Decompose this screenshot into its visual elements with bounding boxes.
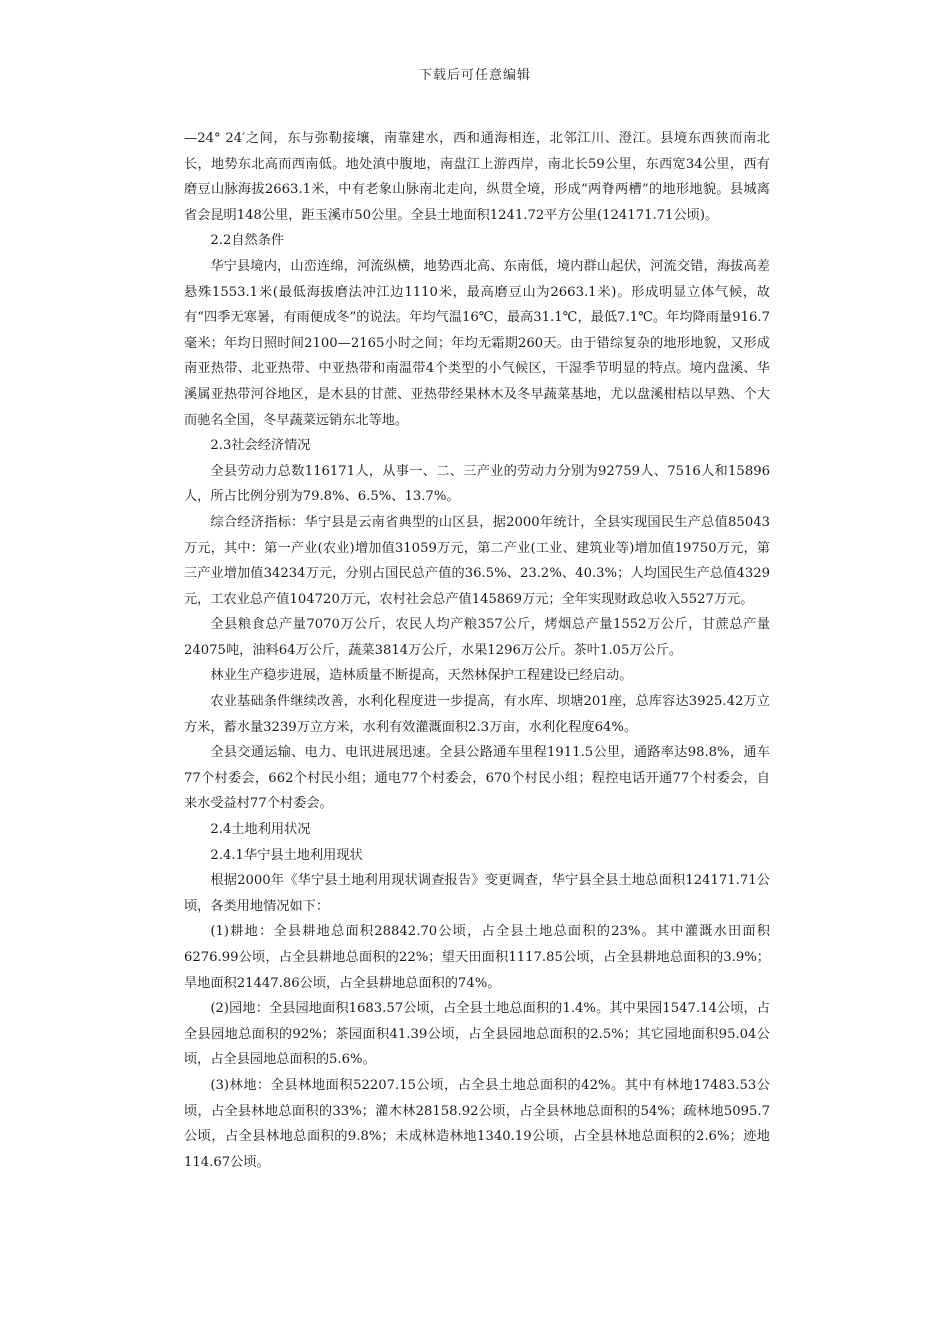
labor-paragraph: 全县劳动力总数116171人，从事一、二、三产业的劳动力分别为92759人、7516人和15896人，所占比例分别为79.8%、6.5%、13.7%。: [184, 463, 770, 505]
land-survey-paragraph: 根据2000年《华宁县土地利用现状调查报告》变更调查，华宁县全县土地总面积124171.71公顷，各类用地情况如下：: [184, 873, 770, 914]
economic-indicators-paragraph: 综合经济指标：华宁县是云南省典型的山区县，据2000年统计，全县实现国民生产总值85043万元，其中：第一产业(农业)增加值31059万元，第二产业(工业、建筑业等)增加值19750万元，第三产业增加值34234万元，分别占国民总产值的36.5%、23.2%、40.3%；人均国民生产总值4329元，工农业总产值104720万元，农村社会总产值145869万元；全年实现财政总收入5527万元。: [184, 514, 770, 607]
garden-land-paragraph: (2)园地：全县园地面积1683.57公顷，占全县土地总面积的1.4%。其中果园1547.14公顷，占全县园地总面积的92%；茶园面积41.39公顷，占全县园地总面积的2.5%；其它园地面积95.04公顷，占全县园地总面积的5.6%。: [184, 1001, 770, 1068]
section-heading-2-4: 2.4土地利用状况: [210, 822, 311, 838]
section-heading-2-2: 2.2自然条件: [210, 233, 285, 249]
forest-land-paragraph: (3)林地：全县林地面积52207.15公顷，占全县土地总面积的42%。其中有林地17483.53公顷，占全县林地总面积的33%；灌木林28158.92公顷，占全县林地总面积的54%；疏林地5095.7公顷，占全县林地总面积的9.8%；未成林造林地1340.19公顷，占全县林地总面积的2.6%；迹地114.67公顷。: [184, 1077, 770, 1170]
page-header: 下载后可任意编辑: [418, 68, 531, 83]
section-heading-2-3: 2.3社会经济情况: [210, 438, 311, 454]
agriculture-output-paragraph: 全县粮食总产量7070万公斤，农民人均产粮357公斤，烤烟总产量1552万公斤，甘蔗总产量24075吨，油料64万公斤，蔬菜3814万公斤，水果1296万公斤。茶叶1.05万公斤。: [184, 617, 770, 658]
cultivated-land-paragraph: (1)耕地：全县耕地总面积28842.70公顷，占全县土地总面积的23%。其中灌溉水田面积6276.99公顷，占全县耕地总面积的22%；望天田面积1117.85公顷，占全县耕地总面积的3.9%；旱地面积21447.86公顷，占全县耕地总面积的74%。: [184, 924, 770, 991]
forestry-paragraph: 林业生产稳步进展，造林质量不断提高，天然林保护工程建设已经启动。: [210, 668, 633, 684]
natural-conditions-paragraph: 华宁县境内，山峦连绵，河流纵横，地势西北高、东南低，境内群山起伏，河流交错，海拔高差悬殊1553.1米(最低海拔磨法冲江边1110米，最高磨豆山为2663.1米)。形成明显立体气候，故有“四季无寒暑，有雨便成冬”的说法。年均气温16℃，最高31.1℃，最低7.1℃。年均降雨量916.7毫米；年均日照时间2100—2165小时之间；年均无霜期260天。由于错综复杂的地形地貌，又形成南亚热带、北亚热带、中亚热带和南温带4个类型的小气候区，干湿季节明显的特点。境内盘溪、华溪属亚热带河谷地区，是木县的甘蔗、亚热带经果林木及冬早蔬菜基地，尤以盘溪柑桔以早熟、个大而驰名全国，冬早蔬菜远销东北等地。: [184, 258, 770, 428]
intro-paragraph: —24° 24′之间，东与弥勒接壤，南靠建水，西和通海相连，北邻江川、澄江。县境东西狭而南北长，地势东北高而西南低。地处滇中腹地，南盘江上游西岸，南北长59公里，东西宽34公里，西有磨豆山脉海拔2663.1米，中有老象山脉南北走向，纵贯全境，形成“两脊两槽”的地形地貌。县城离省会昆明148公里，距玉溪市50公里。全县土地面积1241.72平方公里(124171.71公顷)。: [184, 131, 770, 223]
irrigation-paragraph: 农业基础条件继续改善，水利化程度进一步提高，有水库、坝塘201座，总库容达3925.42万立方米，蓄水量3239万立方米，水利有效灌溉面积2.3万亩，水利化程度64%。: [184, 694, 770, 735]
infrastructure-paragraph: 全县交通运输、电力、电讯进展迅速。全县公路通车里程1911.5公里，通路率达98.8%，通车77个村委会，662个村民小组；通电77个村委会，670个村民小组；程控电话开通77个村委会，自来水受益村77个村委会。: [184, 745, 770, 812]
section-heading-2-4-1: 2.4.1华宁县土地利用现状: [210, 847, 363, 863]
document-body: [184, 126, 770, 1175]
